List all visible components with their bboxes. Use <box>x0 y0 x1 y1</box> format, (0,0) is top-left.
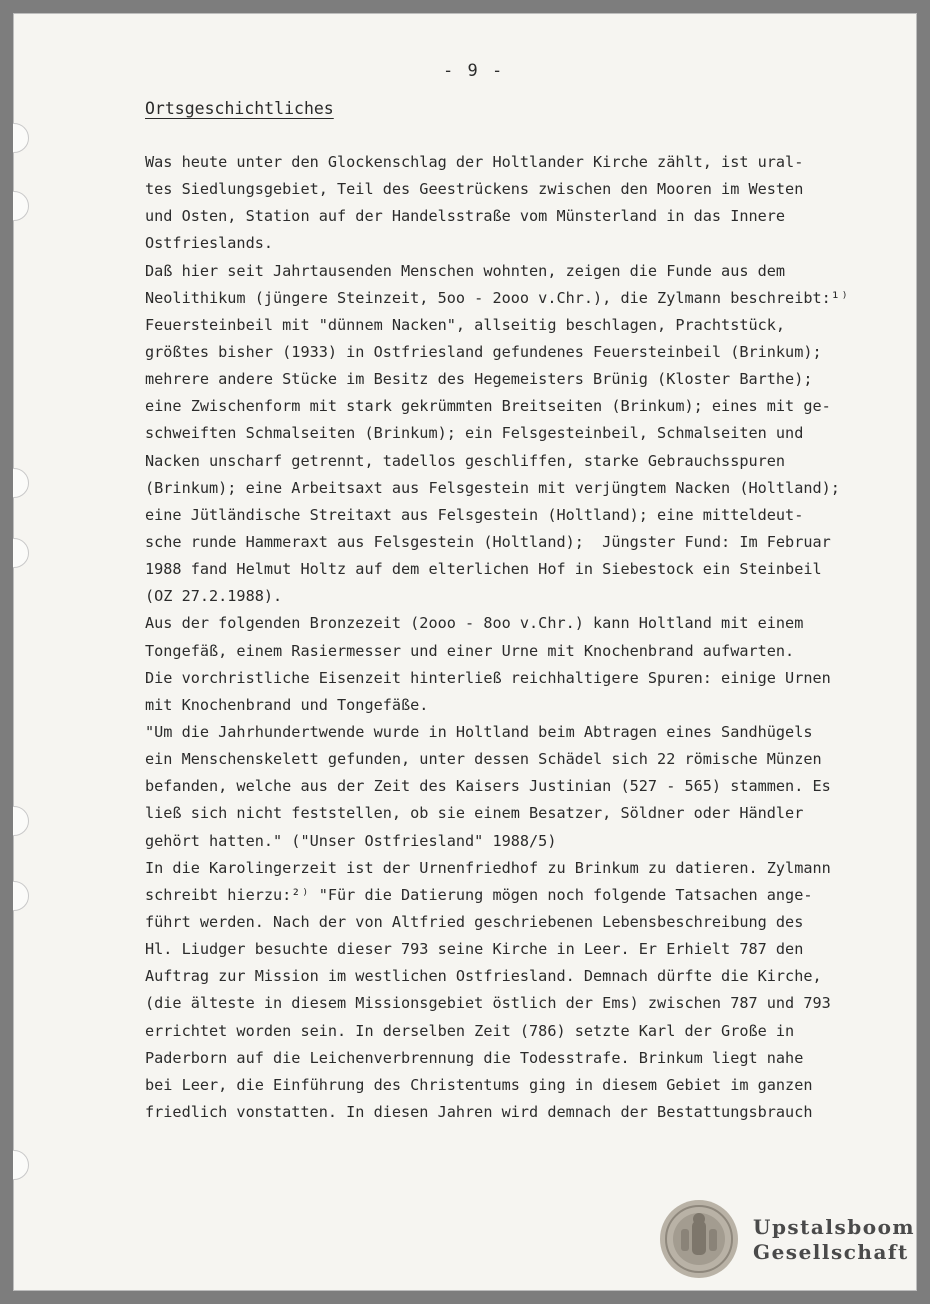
text-line: Auftrag zur Mission im westlichen Ostfriesland. Demnach dürfte die Kirche, <box>145 967 822 986</box>
punch-hole <box>13 1150 29 1180</box>
text-line: und Osten, Station auf der Handelsstraße vom Münsterland in das Innere <box>145 207 786 226</box>
text-line: Neolithikum (jüngere Steinzeit, 5oo - 2ooo v.Chr.), die Zylmann beschreibt:¹⁾ <box>145 288 850 307</box>
punch-hole <box>13 538 29 568</box>
text-line: mehrere andere Stücke im Besitz des Hegemeisters Brünig (Kloster Barthe); <box>145 370 813 389</box>
text-line: errichtet worden sein. In derselben Zeit (786) setzte Karl der Große in <box>145 1021 795 1040</box>
punch-hole <box>13 806 29 836</box>
text-line: Aus der folgenden Bronzezeit (2ooo - 8oo v.Chr.) kann Holtland mit einem <box>145 614 804 633</box>
text-line: Was heute unter den Glockenschlag der Holtlander Kirche zählt, ist ural- <box>145 153 804 171</box>
text-line: Feuersteinbeil mit "dünnem Nacken", allseitig beschlagen, Prachtstück, <box>145 315 786 334</box>
upstalsboom-seal-icon <box>659 1199 739 1279</box>
punch-hole <box>13 881 29 911</box>
document-page <box>13 13 917 1291</box>
punch-hole <box>13 123 29 153</box>
text-line: eine Zwischenform mit stark gekrümmten Breitseiten (Brinkum); eines mit ge- <box>145 397 831 416</box>
punch-hole <box>13 191 29 221</box>
section-heading: Ortsgeschichtliches <box>145 99 334 118</box>
text-line: bei Leer, die Einführung des Christentums ging in diesem Gebiet im ganzen <box>145 1075 813 1094</box>
text-line: "Um die Jahrhundertwende wurde in Holtland beim Abtragen eines Sandhügels <box>145 722 813 741</box>
punch-hole <box>13 468 29 498</box>
page-number: - 9 - <box>443 61 505 81</box>
text-line: Tongefäß, einem Rasiermesser und einer Urne mit Knochenbrand aufwarten. <box>145 641 795 660</box>
text-line: sche runde Hammeraxt aus Felsgestein (Holtland); Jüngster Fund: Im Februar <box>145 532 831 551</box>
text-line: ein Menschenskelett gefunden, unter dessen Schädel sich 22 römische Münzen <box>145 750 822 769</box>
text-line: schreibt hierzu:²⁾ "Für die Datierung mögen noch folgende Tatsachen ange- <box>145 885 813 904</box>
text-line: ließ sich nicht feststellen, ob sie einem Besatzer, Söldner oder Händler <box>145 804 804 823</box>
text-line: tes Siedlungsgebiet, Teil des Geestrückens zwischen den Mooren im Westen <box>145 180 804 199</box>
text-line: 1988 fand Helmut Holtz auf dem elterlichen Hof in Siebestock ein Steinbeil <box>145 560 822 579</box>
text-line: (Brinkum); eine Arbeitsaxt aus Felsgestein mit verjüngtem Nacken (Holtland); <box>145 478 840 497</box>
text-line: friedlich vonstatten. In diesen Jahren wird demnach der Bestattungsbrauch <box>145 1102 813 1121</box>
text-line: (die älteste in diesem Missionsgebiet östlich der Ems) zwischen 787 und 793 <box>145 994 831 1013</box>
text-line: befanden, welche aus der Zeit des Kaisers Justinian (527 - 565) stammen. Es <box>145 777 831 796</box>
text-line: schweiften Schmalseiten (Brinkum); ein Felsgesteinbeil, Schmalseiten und <box>145 424 804 443</box>
text-line: (OZ 27.2.1988). <box>145 587 283 606</box>
text-line: gehört hatten." ("Unser Ostfriesland" 1988/5) <box>145 831 557 850</box>
text-line: führt werden. Nach der von Altfried geschriebenen Lebensbeschreibung des <box>145 912 804 931</box>
text-line: Daß hier seit Jahrtausenden Menschen wohnten, zeigen die Funde aus dem <box>145 261 786 280</box>
text-line: mit Knochenbrand und Tongefäße. <box>145 695 429 714</box>
watermark-brand <box>753 1215 915 1265</box>
text-line: In die Karolingerzeit ist der Urnenfriedhof zu Brinkum zu datieren. Zylmann <box>145 858 831 877</box>
text-line: eine Jütländische Streitaxt aus Felsgestein (Holtland); eine mitteldeut- <box>145 505 804 524</box>
text-line: Ostfrieslands. <box>145 234 274 253</box>
body-text <box>145 149 850 1126</box>
text-line: größtes bisher (1933) in Ostfriesland gefundenes Feuersteinbeil (Brinkum); <box>145 342 822 361</box>
text-line: Die vorchristliche Eisenzeit hinterließ reichhaltigere Spuren: einige Urnen <box>145 668 831 687</box>
text-line: Paderborn auf die Leichenverbrennung die Todesstrafe. Brinkum liegt nahe <box>145 1048 804 1067</box>
text-line: Nacken unscharf getrennt, tadellos geschliffen, starke Gebrauchsspuren <box>145 451 786 470</box>
watermark-line1: Upstalsboom <box>753 1215 916 1239</box>
watermark-line2: Gesellschaft <box>753 1240 909 1264</box>
text-line: Hl. Liudger besuchte dieser 793 seine Kirche in Leer. Er Erhielt 787 den <box>145 940 804 959</box>
